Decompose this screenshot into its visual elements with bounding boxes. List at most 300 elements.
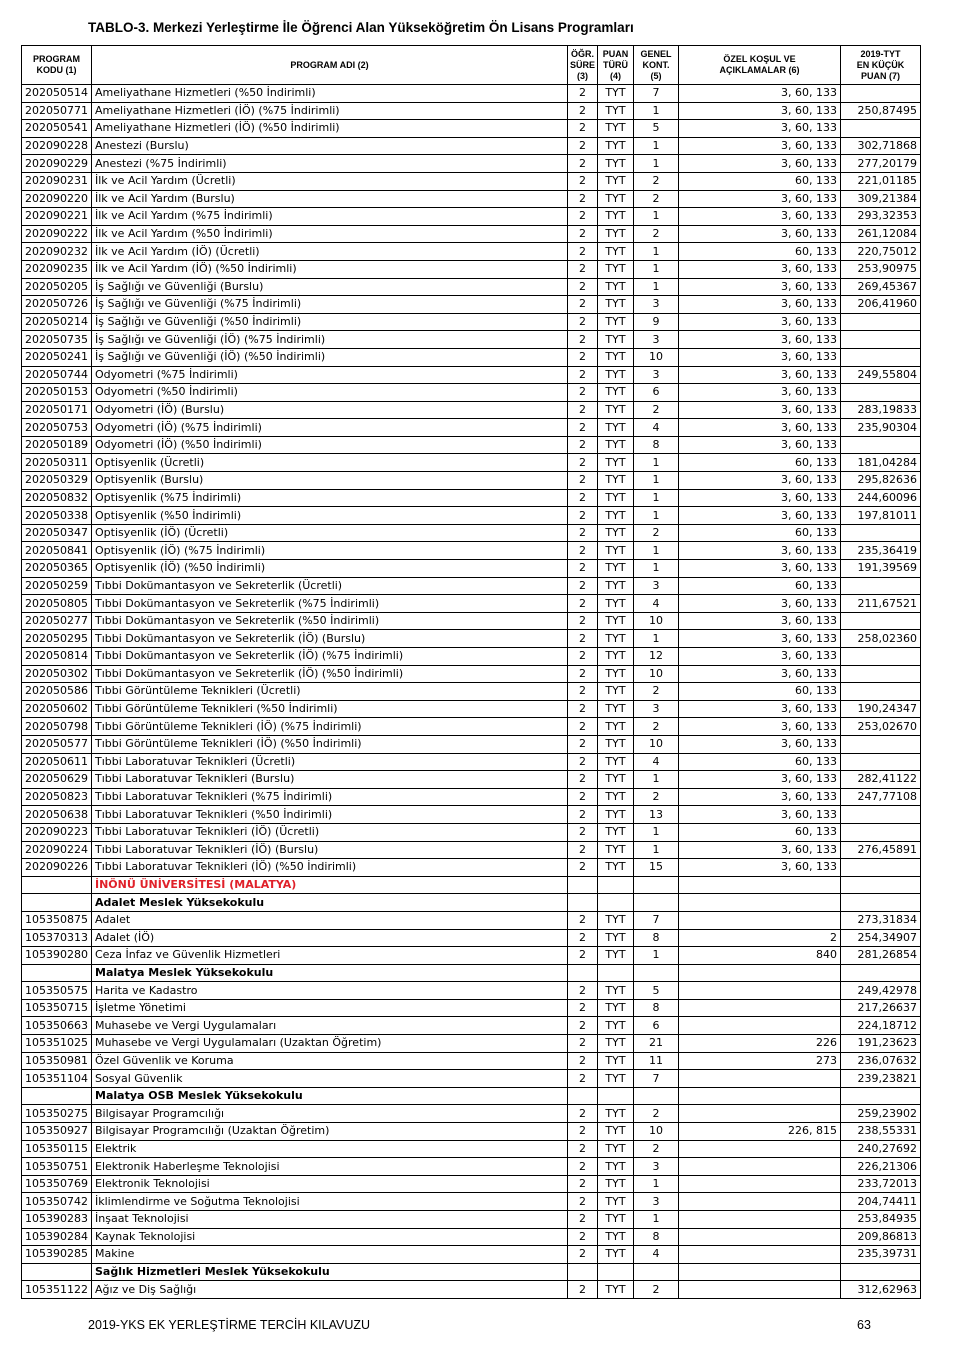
cell-program-code: 202050277 — [22, 612, 92, 630]
cell-score-type: TYT — [598, 85, 634, 103]
cell-general-quota: 1 — [634, 1175, 679, 1193]
cell-duration — [568, 1087, 598, 1105]
cell-duration: 2 — [568, 472, 598, 490]
cell-score-type: TYT — [598, 313, 634, 331]
cell-min-score: 239,23821 — [841, 1070, 921, 1088]
cell-general-quota: 3 — [634, 296, 679, 314]
cell-min-score — [841, 612, 921, 630]
table-row — [22, 1105, 921, 1123]
cell-min-score — [841, 823, 921, 841]
cell-program-name: Optisyenlik (İÖ) (%50 İndirimli) — [92, 560, 568, 578]
cell-min-score: 277,20179 — [841, 155, 921, 173]
table-row — [22, 1052, 921, 1070]
table-row — [22, 665, 921, 683]
table-row — [22, 454, 921, 472]
cell-program-code: 202050771 — [22, 102, 92, 120]
cell-duration: 2 — [568, 208, 598, 226]
cell-min-score — [841, 894, 921, 912]
cell-special-conditions: 3, 60, 133 — [679, 788, 841, 806]
cell-min-score — [841, 1087, 921, 1105]
school-heading-row — [22, 1087, 921, 1105]
cell-special-conditions — [679, 999, 841, 1017]
cell-duration: 2 — [568, 947, 598, 965]
cell-duration: 2 — [568, 120, 598, 138]
table-row — [22, 172, 921, 190]
cell-special-conditions: 3, 60, 133 — [679, 665, 841, 683]
cell-program-name: Adalet Meslek Yüksekokulu — [92, 894, 568, 912]
cell-program-name: Muhasebe ve Vergi Uygulamaları — [92, 1017, 568, 1035]
cell-special-conditions: 3, 60, 133 — [679, 841, 841, 859]
cell-min-score: 249,42978 — [841, 982, 921, 1000]
cell-program-name: Anestezi (Burslu) — [92, 137, 568, 155]
cell-duration: 2 — [568, 1246, 598, 1264]
cell-program-name: Makine — [92, 1246, 568, 1264]
cell-duration: 2 — [568, 278, 598, 296]
cell-special-conditions: 60, 133 — [679, 524, 841, 542]
table-row — [22, 1158, 921, 1176]
cell-program-name: Tıbbi Laboratuvar Teknikleri (Burslu) — [92, 771, 568, 789]
cell-program-name: Optisyenlik (%50 İndirimli) — [92, 507, 568, 525]
cell-program-name: İlk ve Acil Yardım (Burslu) — [92, 190, 568, 208]
table-row — [22, 489, 921, 507]
cell-general-quota: 1 — [634, 260, 679, 278]
cell-special-conditions: 3, 60, 133 — [679, 806, 841, 824]
cell-program-name: Optisyenlik (%75 İndirimli) — [92, 489, 568, 507]
cell-duration: 2 — [568, 630, 598, 648]
cell-program-name: İş Sağlığı ve Güvenliği (%50 İndirimli) — [92, 313, 568, 331]
cell-special-conditions: 3, 60, 133 — [679, 507, 841, 525]
cell-score-type: TYT — [598, 595, 634, 613]
cell-special-conditions — [679, 1193, 841, 1211]
table-row — [22, 1175, 921, 1193]
cell-duration: 2 — [568, 296, 598, 314]
cell-score-type: TYT — [598, 243, 634, 261]
cell-special-conditions — [679, 1228, 841, 1246]
cell-duration: 2 — [568, 366, 598, 384]
cell-general-quota: 1 — [634, 278, 679, 296]
cell-score-type: TYT — [598, 1070, 634, 1088]
cell-duration: 2 — [568, 911, 598, 929]
cell-score-type: TYT — [598, 260, 634, 278]
header-program-code: PROGRAM KODU (1) — [22, 46, 92, 85]
cell-special-conditions: 3, 60, 133 — [679, 208, 841, 226]
cell-program-code: 105350751 — [22, 1158, 92, 1176]
cell-program-code: 202090232 — [22, 243, 92, 261]
cell-program-name: Elektronik Haberleşme Teknolojisi — [92, 1158, 568, 1176]
cell-program-name: Tıbbi Dokümantasyon ve Sekreterlik (İÖ) (Burslu) — [92, 630, 568, 648]
cell-general-quota: 2 — [634, 172, 679, 190]
cell-general-quota: 2 — [634, 788, 679, 806]
cell-general-quota: 8 — [634, 999, 679, 1017]
table-row — [22, 947, 921, 965]
cell-general-quota: 10 — [634, 1123, 679, 1141]
cell-duration: 2 — [568, 841, 598, 859]
cell-score-type: TYT — [598, 208, 634, 226]
table-row — [22, 313, 921, 331]
cell-min-score: 181,04284 — [841, 454, 921, 472]
cell-duration: 2 — [568, 735, 598, 753]
cell-general-quota: 2 — [634, 1281, 679, 1299]
cell-duration: 2 — [568, 859, 598, 877]
cell-score-type: TYT — [598, 137, 634, 155]
table-row — [22, 806, 921, 824]
cell-general-quota: 21 — [634, 1035, 679, 1053]
cell-min-score: 249,55804 — [841, 366, 921, 384]
cell-duration: 2 — [568, 436, 598, 454]
cell-special-conditions — [679, 894, 841, 912]
table-row — [22, 841, 921, 859]
cell-program-code: 105390280 — [22, 947, 92, 965]
cell-special-conditions: 3, 60, 133 — [679, 225, 841, 243]
cell-program-code: 202050259 — [22, 577, 92, 595]
table-row — [22, 225, 921, 243]
cell-duration: 2 — [568, 982, 598, 1000]
table-row — [22, 753, 921, 771]
cell-special-conditions: 3, 60, 133 — [679, 155, 841, 173]
cell-program-code: 202050735 — [22, 331, 92, 349]
cell-program-code: 105351025 — [22, 1035, 92, 1053]
table-row — [22, 243, 921, 261]
cell-duration: 2 — [568, 1211, 598, 1229]
cell-score-type: TYT — [598, 331, 634, 349]
cell-min-score: 281,26854 — [841, 947, 921, 965]
cell-program-code: 105350275 — [22, 1105, 92, 1123]
cell-general-quota — [634, 964, 679, 982]
cell-special-conditions: 3, 60, 133 — [679, 472, 841, 490]
cell-score-type: TYT — [598, 1211, 634, 1229]
cell-general-quota: 3 — [634, 1193, 679, 1211]
cell-special-conditions: 3, 60, 133 — [679, 296, 841, 314]
cell-general-quota: 3 — [634, 331, 679, 349]
cell-program-name: Odyometri (İÖ) (Burslu) — [92, 401, 568, 419]
table-row — [22, 1070, 921, 1088]
cell-special-conditions: 3, 60, 133 — [679, 260, 841, 278]
cell-min-score: 253,90975 — [841, 260, 921, 278]
cell-program-code: 202050805 — [22, 595, 92, 613]
cell-special-conditions: 3, 60, 133 — [679, 419, 841, 437]
table-row — [22, 155, 921, 173]
table-row — [22, 1246, 921, 1264]
cell-min-score: 247,77108 — [841, 788, 921, 806]
cell-general-quota: 4 — [634, 419, 679, 437]
cell-special-conditions: 3, 60, 133 — [679, 331, 841, 349]
cell-min-score: 302,71868 — [841, 137, 921, 155]
cell-program-code: 105351104 — [22, 1070, 92, 1088]
cell-program-name: İnşaat Teknolojisi — [92, 1211, 568, 1229]
cell-score-type: TYT — [598, 454, 634, 472]
cell-special-conditions: 226 — [679, 1035, 841, 1053]
cell-min-score — [841, 876, 921, 894]
cell-general-quota: 1 — [634, 102, 679, 120]
cell-duration: 2 — [568, 85, 598, 103]
cell-score-type: TYT — [598, 348, 634, 366]
cell-min-score: 282,41122 — [841, 771, 921, 789]
cell-program-code: 202050611 — [22, 753, 92, 771]
cell-program-code: 202090222 — [22, 225, 92, 243]
table-row — [22, 648, 921, 666]
cell-program-name: Malatya OSB Meslek Yüksekokulu — [92, 1087, 568, 1105]
cell-min-score: 191,23623 — [841, 1035, 921, 1053]
cell-program-code: 202050302 — [22, 665, 92, 683]
table-row — [22, 296, 921, 314]
cell-min-score: 211,67521 — [841, 595, 921, 613]
cell-min-score: 259,23902 — [841, 1105, 921, 1123]
cell-program-code: 202050629 — [22, 771, 92, 789]
table-row — [22, 208, 921, 226]
cell-program-code — [22, 894, 92, 912]
table-row — [22, 1211, 921, 1229]
cell-score-type: TYT — [598, 947, 634, 965]
cell-general-quota: 2 — [634, 1105, 679, 1123]
cell-score-type: TYT — [598, 190, 634, 208]
cell-min-score: 240,27692 — [841, 1140, 921, 1158]
cell-program-name: Optisyenlik (İÖ) (Ücretli) — [92, 524, 568, 542]
cell-special-conditions — [679, 1211, 841, 1229]
table-row — [22, 1228, 921, 1246]
cell-program-name: Tıbbi Laboratuvar Teknikleri (İÖ) (Burslu) — [92, 841, 568, 859]
cell-program-code: 105351122 — [22, 1281, 92, 1299]
cell-special-conditions: 273 — [679, 1052, 841, 1070]
cell-duration: 2 — [568, 489, 598, 507]
cell-special-conditions — [679, 982, 841, 1000]
table-row — [22, 999, 921, 1017]
cell-program-code: 202050541 — [22, 120, 92, 138]
cell-special-conditions — [679, 1281, 841, 1299]
table-row — [22, 771, 921, 789]
cell-score-type: TYT — [598, 366, 634, 384]
cell-program-code: 202050153 — [22, 384, 92, 402]
cell-program-code: 202050189 — [22, 436, 92, 454]
cell-program-code: 202050823 — [22, 788, 92, 806]
cell-score-type: TYT — [598, 1105, 634, 1123]
cell-general-quota: 1 — [634, 771, 679, 789]
cell-duration: 2 — [568, 524, 598, 542]
cell-special-conditions: 3, 60, 133 — [679, 771, 841, 789]
cell-min-score: 221,01185 — [841, 172, 921, 190]
cell-min-score: 309,21384 — [841, 190, 921, 208]
cell-duration: 2 — [568, 507, 598, 525]
cell-program-name: Tıbbi Görüntüleme Teknikleri (%50 İndirimli) — [92, 700, 568, 718]
cell-duration: 2 — [568, 1140, 598, 1158]
header-program-name: PROGRAM ADI (2) — [92, 46, 568, 85]
cell-special-conditions: 3, 60, 133 — [679, 384, 841, 402]
table-row — [22, 595, 921, 613]
cell-score-type: TYT — [598, 384, 634, 402]
cell-score-type — [598, 1087, 634, 1105]
cell-duration: 2 — [568, 454, 598, 472]
cell-score-type: TYT — [598, 560, 634, 578]
table-row — [22, 788, 921, 806]
cell-min-score: 312,62963 — [841, 1281, 921, 1299]
cell-special-conditions: 3, 60, 133 — [679, 630, 841, 648]
cell-general-quota: 15 — [634, 859, 679, 877]
cell-special-conditions — [679, 1263, 841, 1281]
cell-program-code: 105350742 — [22, 1193, 92, 1211]
cell-min-score: 191,39569 — [841, 560, 921, 578]
cell-general-quota: 12 — [634, 648, 679, 666]
cell-score-type: TYT — [598, 278, 634, 296]
cell-min-score: 206,41960 — [841, 296, 921, 314]
cell-general-quota: 1 — [634, 947, 679, 965]
cell-program-name: İlk ve Acil Yardım (İÖ) (Ücretli) — [92, 243, 568, 261]
cell-special-conditions: 3, 60, 133 — [679, 366, 841, 384]
cell-special-conditions: 2 — [679, 929, 841, 947]
cell-duration — [568, 964, 598, 982]
cell-general-quota: 7 — [634, 911, 679, 929]
cell-program-name: Ameliyathane Hizmetleri (%50 İndirimli) — [92, 85, 568, 103]
cell-score-type: TYT — [598, 648, 634, 666]
cell-min-score: 238,55331 — [841, 1123, 921, 1141]
cell-score-type: TYT — [598, 929, 634, 947]
school-heading-row — [22, 1263, 921, 1281]
cell-program-code — [22, 1087, 92, 1105]
cell-min-score — [841, 683, 921, 701]
cell-special-conditions: 3, 60, 133 — [679, 348, 841, 366]
cell-program-name: Kaynak Teknolojisi — [92, 1228, 568, 1246]
cell-duration: 2 — [568, 665, 598, 683]
cell-general-quota: 5 — [634, 120, 679, 138]
cell-score-type: TYT — [598, 1175, 634, 1193]
cell-program-code: 105390284 — [22, 1228, 92, 1246]
table-row — [22, 1035, 921, 1053]
cell-duration: 2 — [568, 155, 598, 173]
cell-program-name: İş Sağlığı ve Güvenliği (Burslu) — [92, 278, 568, 296]
cell-general-quota: 8 — [634, 1228, 679, 1246]
cell-duration — [568, 1263, 598, 1281]
page-title: TABLO-3. Merkezi Yerleştirme İle Öğrenci Alan Yükseköğretim Ön Lisans Programları — [88, 20, 634, 35]
cell-min-score — [841, 85, 921, 103]
cell-program-code — [22, 964, 92, 982]
cell-special-conditions: 3, 60, 133 — [679, 595, 841, 613]
table-row — [22, 683, 921, 701]
cell-general-quota: 4 — [634, 595, 679, 613]
cell-duration: 2 — [568, 753, 598, 771]
cell-general-quota: 3 — [634, 577, 679, 595]
cell-min-score — [841, 120, 921, 138]
cell-duration: 2 — [568, 595, 598, 613]
cell-min-score — [841, 964, 921, 982]
cell-program-code: 202050798 — [22, 718, 92, 736]
table-row — [22, 1281, 921, 1299]
cell-general-quota: 2 — [634, 683, 679, 701]
cell-score-type: TYT — [598, 120, 634, 138]
cell-score-type: TYT — [598, 1228, 634, 1246]
cell-program-name: Tıbbi Dokümantasyon ve Sekreterlik (İÖ) (%75 İndirimli) — [92, 648, 568, 666]
cell-program-name: Bilgisayar Programcılığı (Uzaktan Öğretim) — [92, 1123, 568, 1141]
cell-program-name: Ceza İnfaz ve Güvenlik Hizmetleri — [92, 947, 568, 965]
cell-duration: 2 — [568, 225, 598, 243]
cell-program-code: 202050171 — [22, 401, 92, 419]
cell-general-quota: 10 — [634, 348, 679, 366]
cell-program-name: Tıbbi Görüntüleme Teknikleri (İÖ) (%50 İndirimli) — [92, 735, 568, 753]
cell-duration: 2 — [568, 401, 598, 419]
cell-duration: 2 — [568, 1175, 598, 1193]
cell-program-code: 202090224 — [22, 841, 92, 859]
cell-program-name: Muhasebe ve Vergi Uygulamaları (Uzaktan Öğretim) — [92, 1035, 568, 1053]
cell-program-code: 105390283 — [22, 1211, 92, 1229]
cell-program-name: Tıbbi Görüntüleme Teknikleri (İÖ) (%75 İndirimli) — [92, 718, 568, 736]
cell-score-type: TYT — [598, 489, 634, 507]
cell-min-score: 276,45891 — [841, 841, 921, 859]
cell-program-name: Ağız ve Diş Sağlığı — [92, 1281, 568, 1299]
footer-guide-title: 2019-YKS EK YERLEŞTİRME TERCİH KILAVUZU — [88, 1318, 371, 1332]
cell-program-code: 202090223 — [22, 823, 92, 841]
cell-general-quota: 2 — [634, 225, 679, 243]
cell-general-quota: 5 — [634, 982, 679, 1000]
cell-general-quota: 6 — [634, 384, 679, 402]
cell-min-score — [841, 348, 921, 366]
page-number: 63 — [857, 1318, 871, 1332]
cell-program-name: Harita ve Kadastro — [92, 982, 568, 1000]
cell-min-score — [841, 331, 921, 349]
cell-program-code: 202090231 — [22, 172, 92, 190]
cell-general-quota: 3 — [634, 1158, 679, 1176]
cell-min-score: 258,02360 — [841, 630, 921, 648]
cell-program-name: Tıbbi Dokümantasyon ve Sekreterlik (İÖ) (%50 İndirimli) — [92, 665, 568, 683]
cell-program-name: Sağlık Hizmetleri Meslek Yüksekokulu — [92, 1263, 568, 1281]
cell-program-name: Odyometri (İÖ) (%75 İndirimli) — [92, 419, 568, 437]
cell-special-conditions: 60, 133 — [679, 753, 841, 771]
cell-duration: 2 — [568, 542, 598, 560]
cell-special-conditions: 226, 815 — [679, 1123, 841, 1141]
cell-program-code: 202090228 — [22, 137, 92, 155]
cell-special-conditions: 3, 60, 133 — [679, 542, 841, 560]
cell-program-name: Sosyal Güvenlik — [92, 1070, 568, 1088]
cell-program-code: 202050638 — [22, 806, 92, 824]
table-row — [22, 507, 921, 525]
cell-program-name: Elektronik Teknolojisi — [92, 1175, 568, 1193]
table-row — [22, 1123, 921, 1141]
table-row — [22, 612, 921, 630]
cell-general-quota — [634, 876, 679, 894]
cell-duration: 2 — [568, 648, 598, 666]
cell-general-quota: 4 — [634, 1246, 679, 1264]
cell-special-conditions — [679, 964, 841, 982]
cell-program-code: 202090235 — [22, 260, 92, 278]
table-row — [22, 436, 921, 454]
cell-min-score: 253,02670 — [841, 718, 921, 736]
cell-score-type: TYT — [598, 155, 634, 173]
cell-score-type: TYT — [598, 735, 634, 753]
cell-program-code: 202050347 — [22, 524, 92, 542]
cell-general-quota: 1 — [634, 542, 679, 560]
cell-general-quota: 1 — [634, 208, 679, 226]
cell-special-conditions: 3, 60, 133 — [679, 120, 841, 138]
cell-program-code: 202050311 — [22, 454, 92, 472]
cell-duration: 2 — [568, 700, 598, 718]
cell-min-score: 254,34907 — [841, 929, 921, 947]
cell-special-conditions: 3, 60, 133 — [679, 700, 841, 718]
cell-program-code: 202090221 — [22, 208, 92, 226]
cell-program-name: Bilgisayar Programcılığı — [92, 1105, 568, 1123]
cell-special-conditions: 3, 60, 133 — [679, 648, 841, 666]
cell-program-name: İlk ve Acil Yardım (%75 İndirimli) — [92, 208, 568, 226]
header-duration: ÖĞR. SÜRE (3) — [568, 46, 598, 85]
cell-duration: 2 — [568, 718, 598, 736]
cell-duration: 2 — [568, 348, 598, 366]
cell-program-name: Malatya Meslek Yüksekokulu — [92, 964, 568, 982]
cell-min-score: 235,90304 — [841, 419, 921, 437]
cell-general-quota — [634, 1263, 679, 1281]
cell-score-type: TYT — [598, 577, 634, 595]
cell-min-score — [841, 648, 921, 666]
cell-general-quota: 10 — [634, 735, 679, 753]
cell-min-score: 233,72013 — [841, 1175, 921, 1193]
table-row — [22, 700, 921, 718]
cell-score-type: TYT — [598, 630, 634, 648]
table-row — [22, 524, 921, 542]
cell-general-quota: 11 — [634, 1052, 679, 1070]
